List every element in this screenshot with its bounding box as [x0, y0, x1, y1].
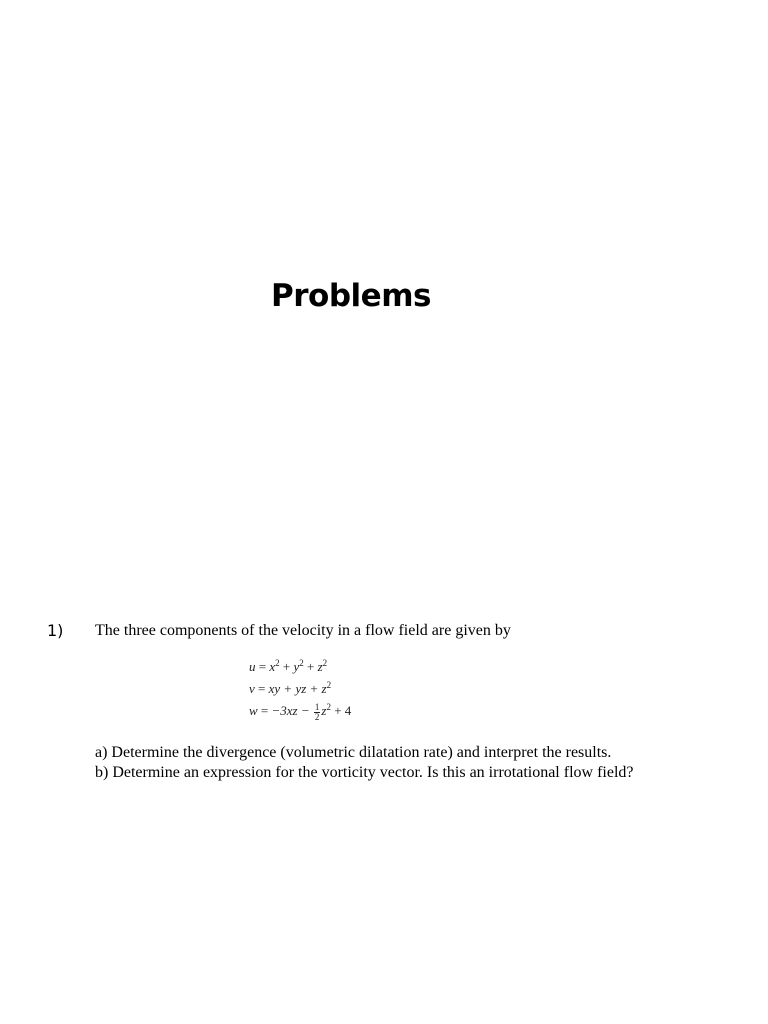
- velocity-equations: [249, 656, 351, 722]
- question-a: a) Determine the divergence (volumetric dilatation rate) and interpret the results.: [95, 744, 612, 761]
- problem-number: 1): [47, 621, 64, 640]
- fraction-one-half: $\frac{1}{2}$: [314, 701, 320, 722]
- question-b: b) Determine an expression for the vorticity vector. Is this an irrotational flow field?: [95, 764, 634, 781]
- page-title: Problems: [271, 278, 431, 314]
- equation-u: $u = x^2 + y^2 + z^2$: [249, 658, 328, 674]
- equation-v: v = xy + yz + $z^2$: [249, 680, 332, 696]
- problem-statement: The three components of the velocity in a flow field are given by: [95, 622, 511, 639]
- question-list: [95, 743, 634, 783]
- equation-w: w = −3xz − $\frac{1}{2}$ $z^2 + 4$: [249, 701, 352, 722]
